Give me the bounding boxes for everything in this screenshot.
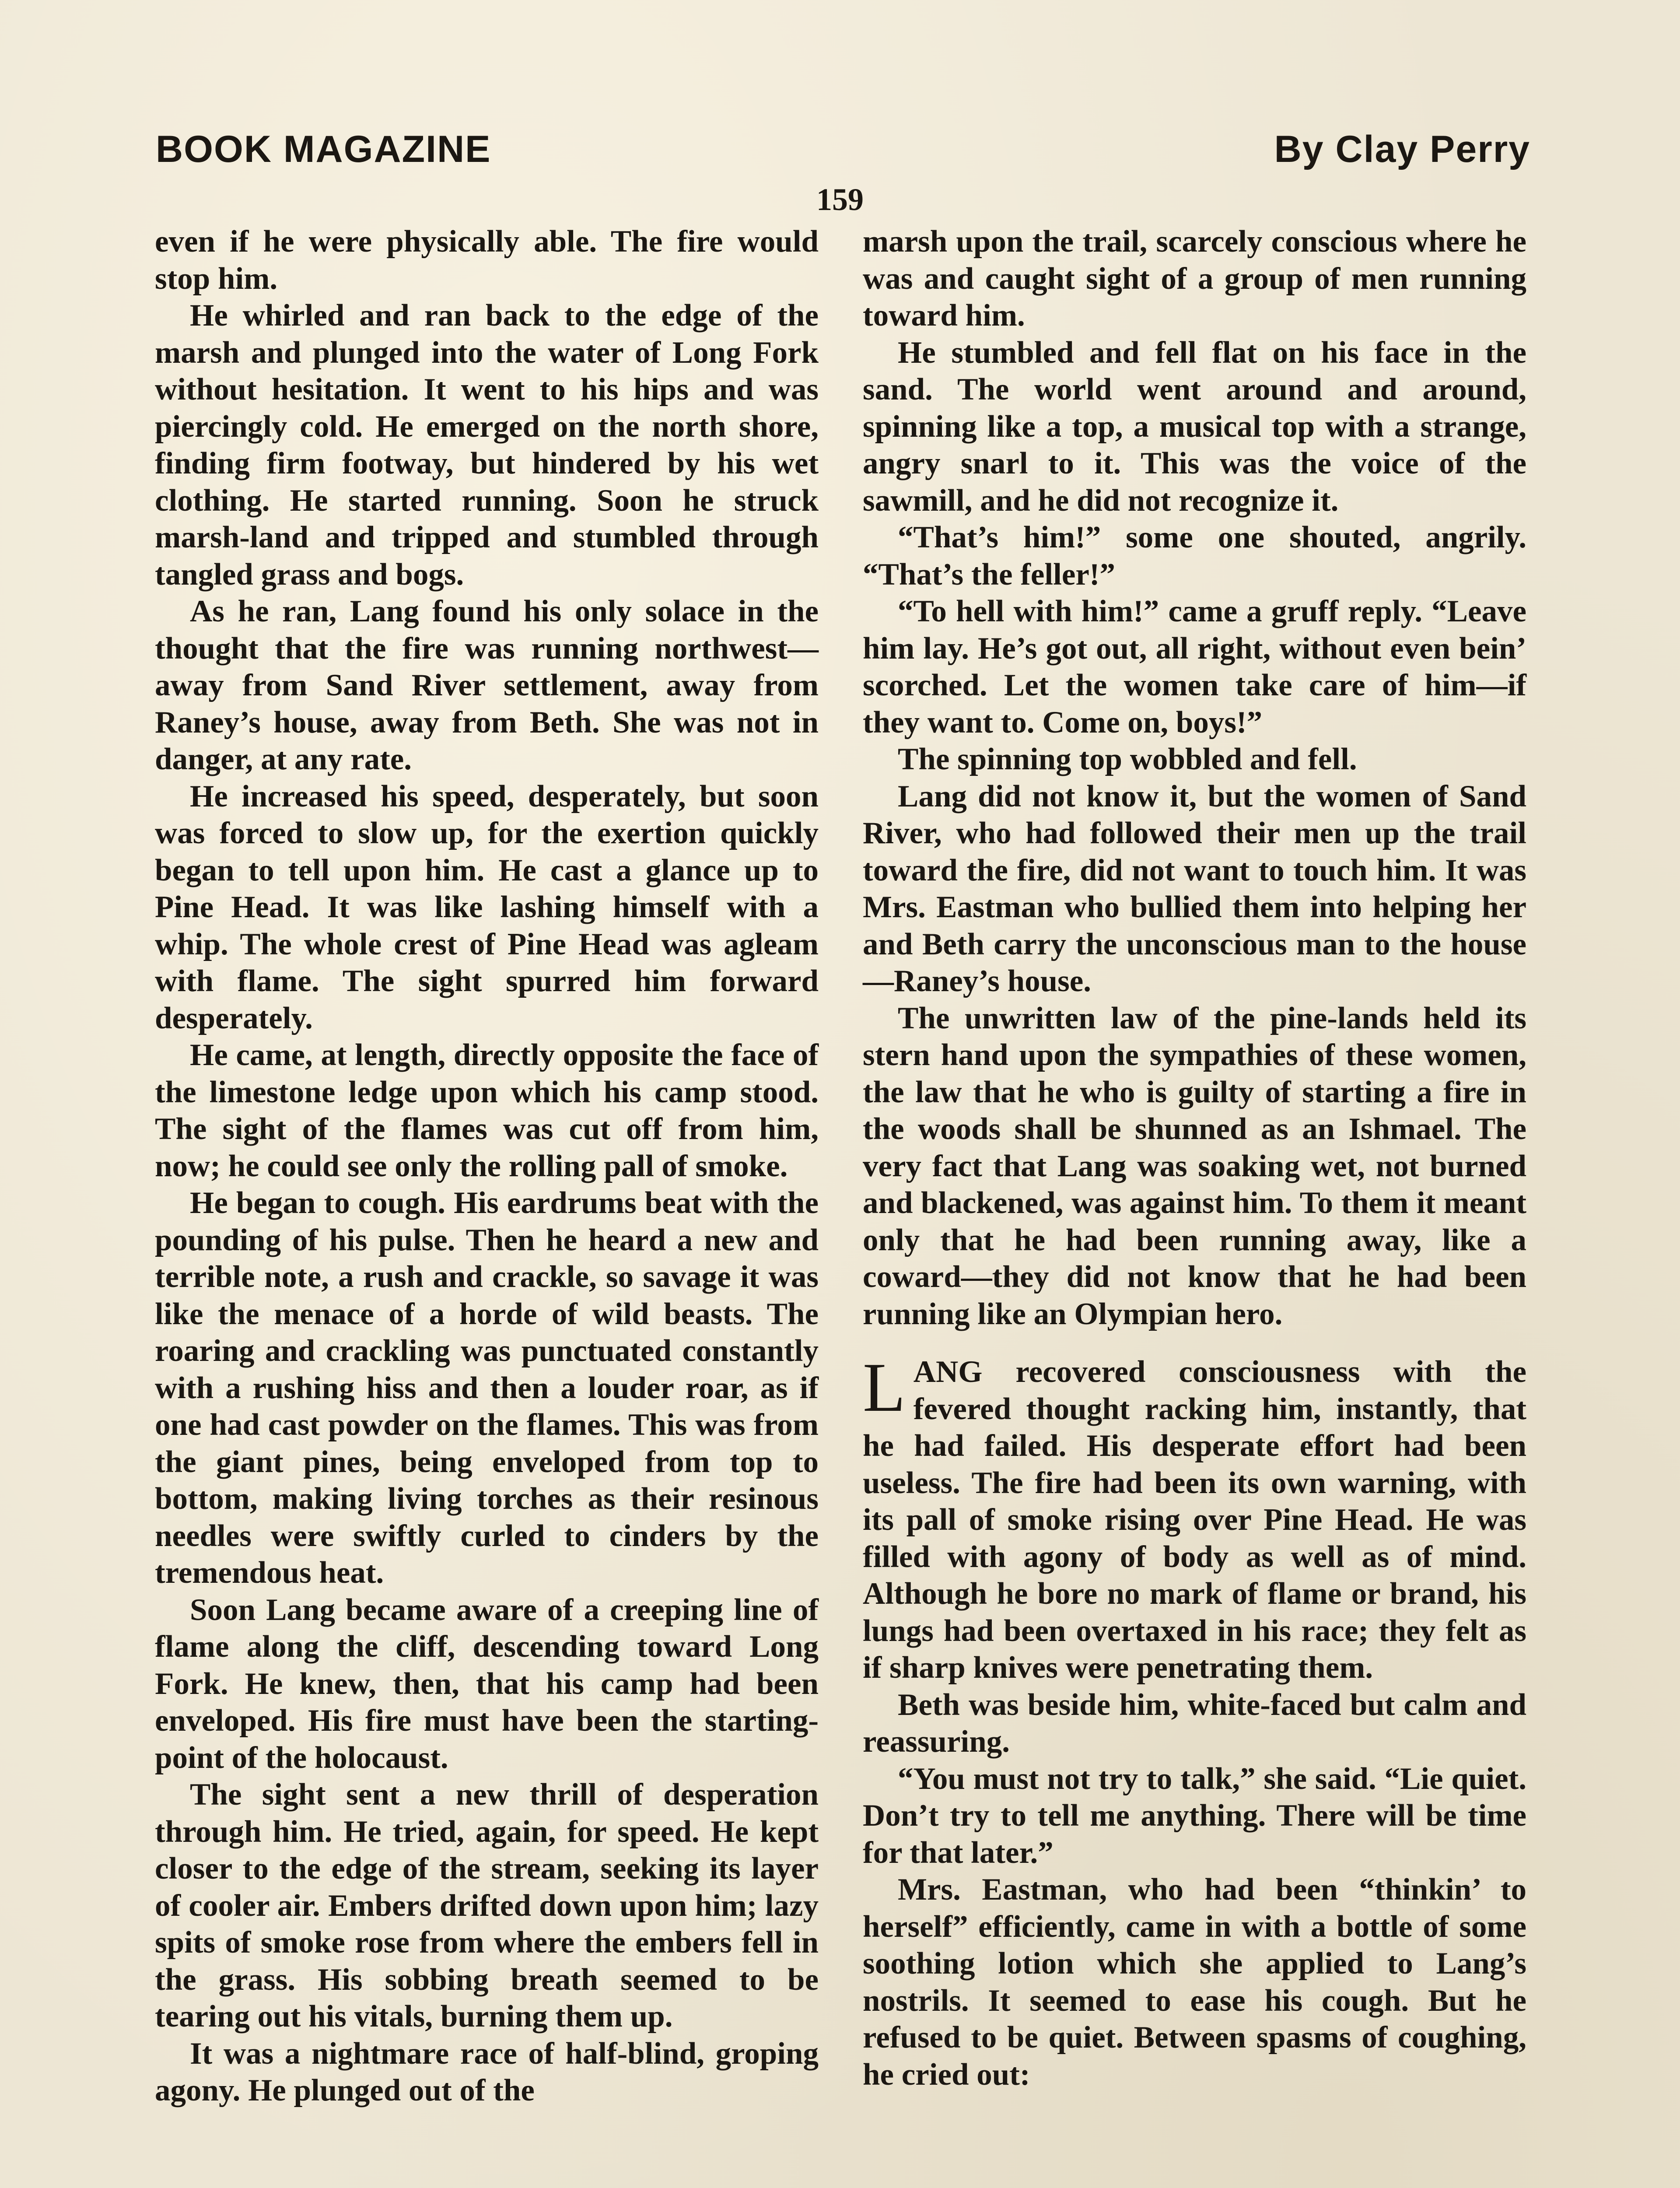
paragraph: Lang did not know it, but the women of Sand River, who had followed their men up the trail toward the fire, did not want to touch him. It was Mrs. Eastman who bullied them into helping her and Beth carry the unconscious man to the house—Raney’s house. xyxy=(863,779,1526,998)
paragraph: It was a nightmare race of half-blind, groping agony. He plunged out of the xyxy=(155,2036,819,2107)
magazine-title: BOOK MAGAZINE xyxy=(156,128,491,170)
drop-cap: L xyxy=(863,1348,906,1426)
paragraph: He stumbled and fell flat on his face in the sand. The world went around and around, spinning like a top, a musical top with a strange, angry snarl to it. This was the voice of the sawmill, and he did not recognize it. xyxy=(863,335,1526,518)
paragraph: The unwritten law of the pine-lands held its stern hand upon the sympathies of these women, the law that he who is guilty of starting a fire in the woods shall be shunned as an Ishmael. The very fact that Lang was soaking wet, not burned and blackened, was against him. To them it meant only that he had been running away, like a coward—they did not know that he had been running like an Olympian hero. xyxy=(863,1001,1526,1331)
paragraph: “You must not try to talk,” she said. “Lie quiet. Don’t try to tell me anything. There will be time for that later.” xyxy=(863,1761,1526,1870)
paragraph: “That’s him!” some one shouted, angrily. “That’s the feller!” xyxy=(863,520,1526,592)
section-opening-paragraph xyxy=(863,1348,1526,1687)
right-text-column xyxy=(863,223,1526,2093)
paragraph: He increased his speed, desperately, but soon was forced to slow up, for the exertion quickly began to tell upon him. He cast a glance up to Pine Head. It was like lashing himself with a whip. The whole crest of Pine Head was agleam with flame. The sight spurred him forward desperately. xyxy=(155,779,819,1035)
paragraph: even if he were physically able. The fire would stop him. xyxy=(155,224,819,296)
page-number: 159 xyxy=(816,182,864,217)
paragraph: As he ran, Lang found his only solace in the thought that the fire was running northwest—away from Sand River settlement, away from Raney’s house, away from Beth. She was not in danger, at any rate. xyxy=(155,594,819,776)
paragraph: marsh upon the trail, scarcely conscious where he was and caught sight of a group of men running toward him. xyxy=(863,224,1526,333)
section-opening-text: ANG recovered consciousness with the fevered thought racking him, instantly, that he had failed. His desperate effort had been useless. The fire had been its own warning, with its pall of smoke rising over Pine Head. He was filled with agony of body as well as of mind. Although he bore no mark of flame or brand, his lungs had been overtaxed in his race; they felt as if sharp knives were penetrating them. xyxy=(863,1355,1526,1685)
paragraph: Soon Lang became aware of a creeping line of flame along the cliff, descending toward Long Fork. He knew, then, that his camp had been enveloped. His fire must have been the starting-point of the holocaust. xyxy=(155,1592,819,1775)
paragraph: He came, at length, directly opposite the face of the limestone ledge upon which his camp stood. The sight of the flames was cut off from him, now; he could see only the rolling pall of smoke. xyxy=(155,1038,819,1183)
left-text-column xyxy=(155,223,819,2109)
paragraph: The sight sent a new thrill of desperation through him. He tried, again, for speed. He kept closer to the edge of the stream, seeking its layer of cooler air. Embers drifted down upon him; lazy spits of smoke rose from where the embers fell in the grass. His sobbing breath seemed to be tearing out his vitals, burning them up. xyxy=(155,1778,819,2034)
paragraph: He whirled and ran back to the edge of the marsh and plunged into the water of Long Fork without hesitation. It went to his hips and was piercingly cold. He emerged on the north shore, finding firm footway, but hindered by his wet clothing. He started running. Soon he struck marsh-land and tripped and stumbled through tangled grass and bogs. xyxy=(155,298,819,592)
paragraph: “To hell with him!” came a gruff reply. “Leave him lay. He’s got out, all right, without even bein’ scorched. Let the women take care of him—if they want to. Come on, boys!” xyxy=(863,594,1526,740)
author-byline: By Clay Perry xyxy=(1274,128,1530,170)
paragraph: Beth was beside him, white-faced but calm and reassuring. xyxy=(863,1687,1526,1759)
paragraph: Mrs. Eastman, who had been “thinkin’ to herself” efficiently, came in with a bottle of some soothing lotion which she applied to Lang’s nostrils. It seemed to ease his cough. But he refused to be quiet. Between spasms of coughing, he cried out: xyxy=(863,1872,1526,2092)
paragraph: The spinning top wobbled and fell. xyxy=(898,742,1357,776)
paragraph: He began to cough. His eardrums beat with the pounding of his pulse. Then he heard a new and terrible note, a rush and crackle, so savage it was like the menace of a horde of wild beasts. The roaring and crackling was punctuated constantly with a rushing hiss and then a louder roar, as if one had cast powder on the flames. This was from the giant pines, being enveloped from top to bottom, making living torches as their resinous needles were swiftly curled to cinders by the tremendous heat. xyxy=(155,1186,819,1590)
